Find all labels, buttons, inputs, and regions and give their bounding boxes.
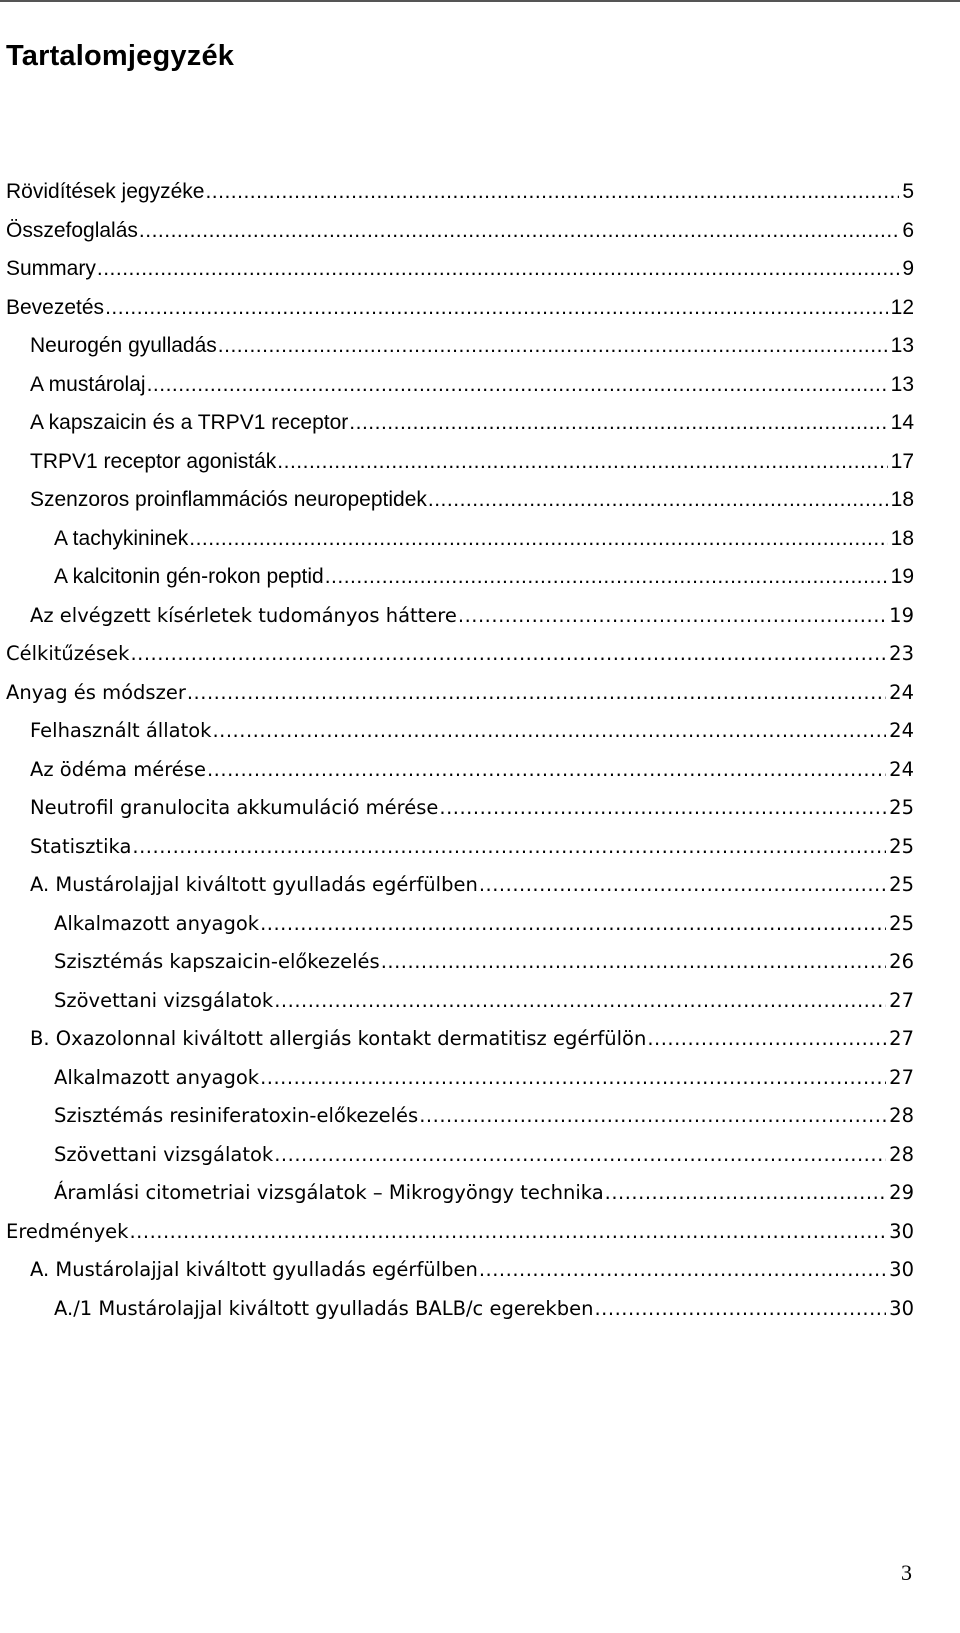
toc-entry[interactable] (6, 293, 914, 323)
toc-dot-leader (105, 293, 888, 323)
toc-dot-leader (147, 370, 888, 400)
toc-entry-page: 30 (889, 1296, 914, 1320)
page-number: 3 (901, 1560, 912, 1585)
toc-entry-label: Rövidítések jegyzéke (6, 180, 205, 203)
toc-entry[interactable] (54, 562, 914, 592)
toc-entry[interactable] (30, 485, 914, 515)
toc-entry-page: 24 (889, 757, 914, 781)
toc-dot-leader (187, 678, 886, 708)
toc-entry-page: 24 (889, 719, 914, 742)
toc-entry-label: Bevezetés (6, 295, 105, 319)
toc-entry[interactable] (54, 1140, 914, 1170)
toc-entry[interactable] (6, 177, 914, 207)
toc-entry-label: Neurogén gyulladás (30, 334, 217, 357)
toc-entry-page: 14 (890, 411, 914, 434)
toc-entry[interactable] (30, 832, 914, 862)
toc-entry-page: 30 (889, 1219, 914, 1243)
toc-entry-page: 6 (902, 218, 914, 242)
toc-entry-label: Szisztémás resiniferatoxin-előkezelés (54, 1104, 419, 1127)
toc-dot-leader (189, 524, 887, 554)
toc-entry[interactable] (6, 639, 914, 669)
toc-entry-label: Summary (6, 257, 96, 280)
toc-entry-page: 27 (889, 988, 914, 1012)
toc-entry-page: 30 (889, 1258, 914, 1281)
toc-entry-page: 18 (890, 526, 914, 550)
toc-entry-page: 18 (890, 488, 914, 511)
toc-entry-label: B. Oxazolonnal kiváltott allergiás kontakt dermatitisz egérfülön (30, 1027, 647, 1050)
toc-dot-leader (260, 909, 886, 939)
toc-entry[interactable] (54, 947, 914, 977)
toc-dot-leader (479, 870, 886, 900)
toc-entry-label: Eredmények (6, 1219, 129, 1243)
toc-entry[interactable] (6, 254, 914, 284)
toc-entry-page: 29 (889, 1181, 914, 1204)
toc-entry[interactable] (30, 447, 914, 477)
toc-entry-page: 28 (889, 1142, 914, 1166)
toc-dot-leader (479, 1255, 886, 1285)
toc-dot-leader (439, 793, 886, 823)
toc-entry[interactable] (30, 601, 914, 631)
toc-dot-leader (130, 639, 886, 669)
toc-entry[interactable] (30, 1024, 914, 1054)
toc-entry-label: A kapszaicin és a TRPV1 receptor (30, 411, 349, 434)
toc-entry[interactable] (30, 331, 914, 361)
toc-dot-leader (428, 485, 888, 515)
toc-entry[interactable] (6, 216, 914, 246)
toc-entry-label: A tachykininek (54, 526, 189, 550)
toc-dot-leader (129, 1217, 886, 1247)
toc-entry-page: 25 (889, 873, 914, 896)
toc-entry-page: 27 (889, 1065, 914, 1089)
toc-dot-leader (260, 1063, 886, 1093)
toc-entry-label: Az ödéma mérése (30, 757, 206, 781)
toc-entry[interactable] (30, 716, 914, 746)
toc-entry-page: 25 (889, 834, 914, 858)
toc-entry[interactable] (54, 1178, 914, 1208)
toc-entry[interactable] (54, 986, 914, 1016)
toc-entry-page: 24 (889, 680, 914, 704)
toc-entry[interactable] (54, 909, 914, 939)
toc-dot-leader (132, 832, 886, 862)
toc-entry-page: 12 (890, 295, 914, 319)
toc-entry[interactable] (30, 370, 914, 400)
toc-dot-leader (381, 947, 886, 977)
toc-dot-leader (212, 716, 886, 746)
toc-entry-label: A mustárolaj (30, 372, 146, 396)
toc-entry-label: Statisztika (30, 834, 132, 858)
toc-dot-leader (594, 1294, 886, 1324)
toc-dot-leader (97, 254, 899, 284)
toc-entry[interactable] (30, 408, 914, 438)
toc-entry-label: Alkalmazott anyagok (54, 911, 260, 935)
toc-entry[interactable] (6, 1217, 914, 1247)
toc-dot-leader (274, 1140, 886, 1170)
toc-entry[interactable] (54, 524, 914, 554)
toc-entry-page: 5 (902, 180, 914, 203)
toc-entry-label: Szisztémás kapszaicin-előkezelés (54, 950, 380, 973)
toc-entry-page: 27 (889, 1027, 914, 1050)
toc-dot-leader (205, 177, 899, 207)
toc-dot-leader (647, 1024, 886, 1054)
toc-entry-page: 13 (890, 372, 914, 396)
toc-entry-label: Áramlási citometriai vizsgálatok – Mikrogyöngy technika (54, 1181, 604, 1204)
toc-entry-page: 28 (889, 1104, 914, 1127)
toc-entry[interactable] (54, 1101, 914, 1131)
toc-entry-label: Szenzoros proinflammációs neuropeptidek (30, 488, 427, 511)
toc-entry-page: 25 (889, 796, 914, 819)
toc-dot-leader (605, 1178, 887, 1208)
toc-dot-leader (139, 216, 899, 246)
toc-entry-label: A. Mustárolajjal kiváltott gyulladás egérfülben (30, 873, 478, 896)
toc-entry-page: 19 (889, 603, 914, 627)
toc-entry-page: 26 (889, 950, 914, 973)
toc-dot-leader (207, 755, 886, 785)
toc-entry-label: Neutrofil granulocita akkumuláció mérése (30, 796, 439, 819)
toc-entry-label: Összefoglalás (6, 218, 138, 242)
toc-entry[interactable] (30, 755, 914, 785)
toc-entry-label: A. Mustárolajjal kiváltott gyulladás egérfülben (30, 1258, 478, 1281)
toc-entry-page: 19 (890, 565, 914, 588)
toc-dot-leader (277, 447, 887, 477)
toc-dot-leader (419, 1101, 886, 1131)
toc-entry-label: A kalcitonin gén-rokon peptid (54, 565, 324, 588)
toc-entry-page: 13 (890, 334, 914, 357)
toc-dot-leader (458, 601, 886, 631)
toc-entry-label: TRPV1 receptor agonisták (30, 449, 277, 473)
toc-entry-page: 23 (889, 642, 914, 665)
toc-entry-label: Célkitűzések (6, 642, 130, 665)
toc-entry-label: Alkalmazott anyagok (54, 1065, 260, 1089)
toc-dot-leader (274, 986, 886, 1016)
toc-entry-page: 9 (902, 257, 914, 280)
toc-dot-leader (349, 408, 887, 438)
toc-entry-label: Az elvégzett kísérletek tudományos háttere (30, 603, 457, 627)
toc-entry[interactable] (30, 1255, 914, 1285)
toc-entry-label: Szövettani vizsgálatok (54, 1142, 274, 1166)
toc-dot-leader (325, 562, 888, 592)
toc-entry-label: Anyag és módszer (6, 680, 186, 704)
toc-dot-leader (218, 331, 888, 361)
toc-entry[interactable] (30, 793, 914, 823)
top-rule (0, 0, 960, 2)
toc-entry[interactable] (54, 1063, 914, 1093)
toc-entry[interactable] (6, 678, 914, 708)
toc-entry-page: 25 (889, 911, 914, 935)
toc-entry[interactable] (30, 870, 914, 900)
toc-entry-page: 17 (890, 449, 914, 473)
toc-entry-label: Szövettani vizsgálatok (54, 988, 274, 1012)
toc-entry[interactable] (54, 1294, 914, 1324)
toc-entry-label: Felhasznált állatok (30, 719, 212, 742)
toc-entry-label: A./1 Mustárolajjal kiváltott gyulladás BALB/c egerekben (54, 1296, 594, 1320)
page-title: Tartalomjegyzék (6, 40, 235, 72)
